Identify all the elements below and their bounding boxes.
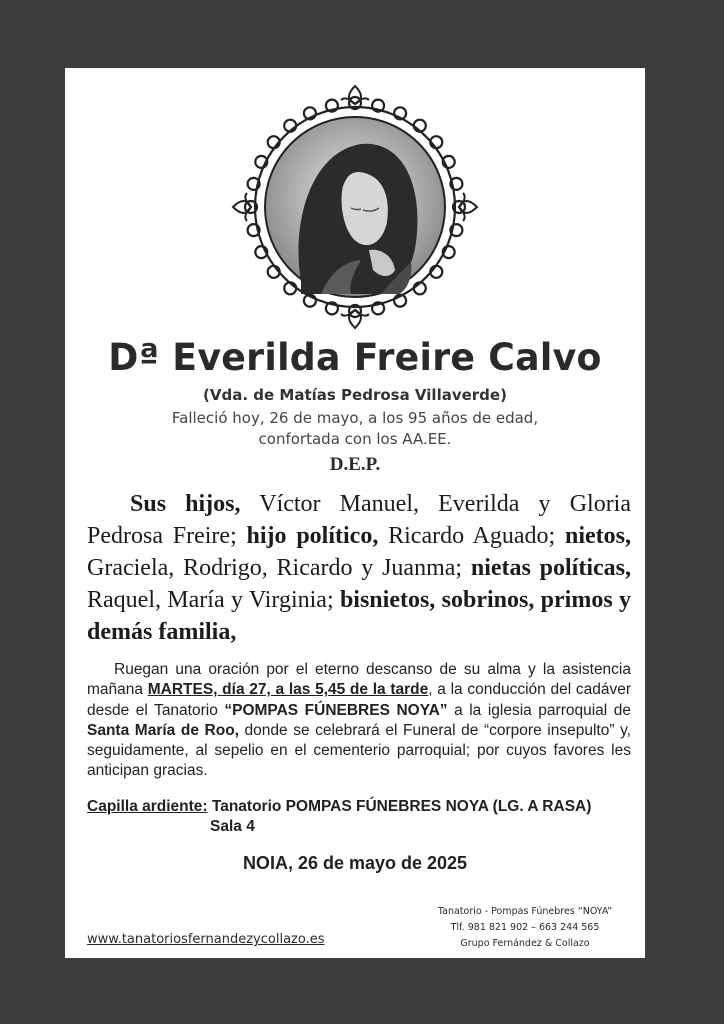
sons-label: Sus hijos,	[130, 491, 241, 517]
funeral-date-time: MARTES, día 27, a las 5,45 de la tarde	[147, 681, 429, 699]
chapel-label: Capilla ardiente:	[87, 798, 208, 815]
prayer-text-2: , a la conducción del cadáver desde el Tanatorio	[87, 681, 631, 719]
prayer-text-1: Ruegan una oración por el eterno descanso de su alma y la asistencia mañana	[87, 661, 631, 699]
website-link[interactable]: www.tanatoriosfernandezycollazo.es	[87, 932, 325, 947]
chapel-place: Tanatorio POMPAS FÚNEBRES NOYA (LG. A RASA)	[207, 798, 592, 815]
widow-of-line: (Vda. de Matías Pedrosa Villaverde)	[203, 386, 507, 404]
chapel-line	[87, 796, 591, 817]
funeral-home-footer	[415, 904, 635, 952]
funeral-home-company: Tanatorio - Pompas Fúnebres “NOYA”	[437, 906, 613, 917]
rip-label: D.E.P.	[329, 454, 381, 475]
grandchildren-label: nietos,	[564, 523, 631, 549]
death-details	[65, 408, 645, 450]
place-date-line: NOIA, 26 de mayo de 2025	[242, 853, 468, 873]
deceased-name: Dª Everilda Freire Calvo	[108, 336, 602, 379]
chapel-room: Sala 4	[210, 818, 255, 835]
sacraments-line: confortada con los AA.EE.	[258, 430, 452, 448]
other-relatives: bisnietos, sobrinos, primos y demás familia,	[87, 587, 631, 645]
prayer-text-3: a la iglesia parroquial de	[447, 701, 631, 719]
prayer-text-4: donde se celebrará el Funeral de “corpore insepulto” y, seguidamente, al sepelio en el cementerio parroquial; por cuyos favores les anticipan gracias.	[87, 721, 631, 780]
funeral-home-phones: Tlf. 981 821 902 – 663 244 565	[450, 922, 600, 933]
prayer-paragraph	[87, 660, 631, 782]
granddaughters-in-law-label: nietas políticas,	[470, 555, 632, 581]
death-date-line: Falleció hoy, 26 de mayo, a los 95 años de edad,	[171, 409, 539, 427]
son-in-law-name: Ricardo Aguado;	[378, 523, 565, 549]
family-paragraph	[87, 488, 631, 648]
son-in-law-label: hijo político,	[246, 523, 379, 549]
granddaughters-in-law-names: Raquel, María y Virginia;	[87, 587, 340, 613]
sons-names: Víctor Manuel, Everilda y Gloria Pedrosa Freire;	[87, 491, 632, 549]
grandchildren-names: Graciela, Rodrigo, Ricardo y Juanma;	[87, 555, 471, 581]
funeral-home-name: “POMPAS FÚNEBRES NOYA”	[224, 701, 448, 719]
church-name: Santa María de Roo,	[87, 721, 239, 739]
obituary-sheet	[65, 68, 645, 958]
virgin-mary-medallion	[231, 82, 479, 332]
funeral-home-group: Grupo Fernández & Collazo	[460, 938, 590, 949]
